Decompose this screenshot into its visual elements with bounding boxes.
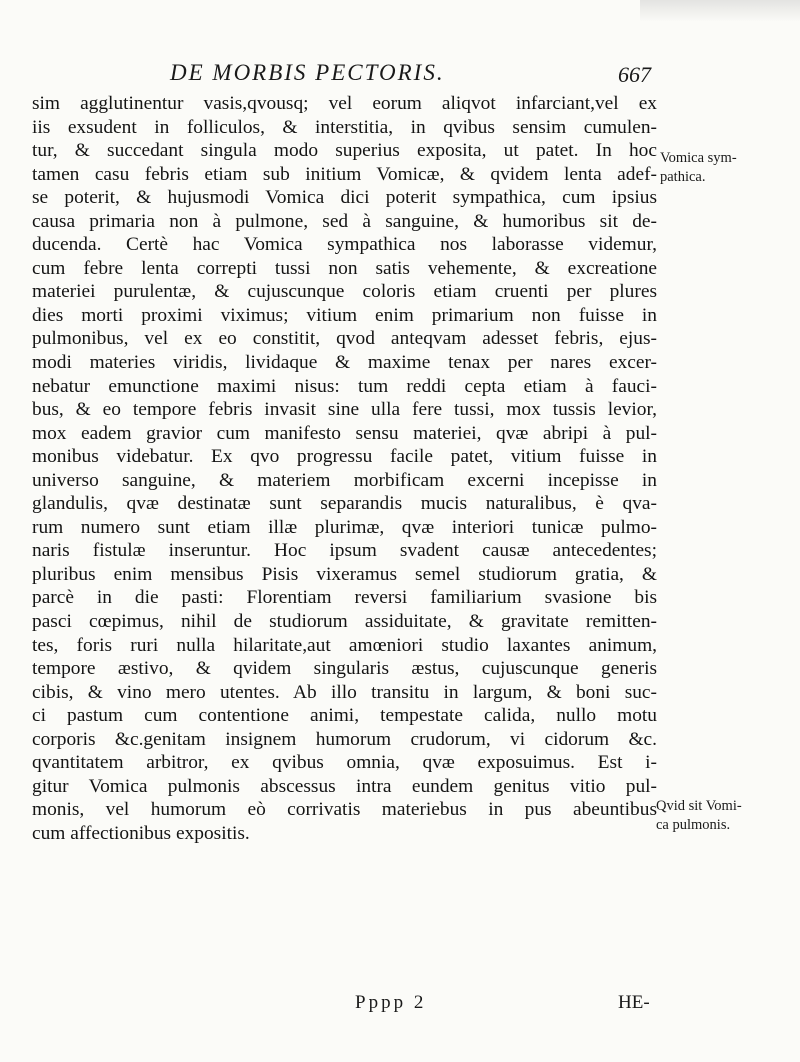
text-line: tempore æstivo, & qvidem singularis æstus, cujuscunque generis xyxy=(32,658,657,680)
marginal-note-line: Vomica sym- xyxy=(660,150,737,166)
marginal-note xyxy=(660,149,795,187)
text-line: monibus videbatur. Ex qvo progressu facile patet, vitium fuisse in xyxy=(32,446,657,468)
page-edge-shadow xyxy=(640,0,800,22)
marginal-note-line: ca pulmonis. xyxy=(656,817,731,833)
text-line: gitur Vomica pulmonis abscessus intra eundem genitus vitio pul- xyxy=(32,775,657,797)
text-line: corporis &c.genitam insignem humorum crudorum, vi cidorum &c. xyxy=(32,728,657,750)
marginal-note xyxy=(656,797,791,835)
text-line: causa primaria non à pulmone, sed à sanguine, & humoribus sit de- xyxy=(32,210,657,232)
running-head: DE MORBIS PECTORIS. xyxy=(170,60,445,85)
text-line: se poterit, & hujusmodi Vomica dici poterit sympathica, cum ipsius xyxy=(32,187,657,209)
page-number: 667 xyxy=(618,62,651,87)
text-line: tes, foris ruri nulla hilaritate,aut amœniori studio laxantes animum, xyxy=(32,634,657,656)
catchword: HE- xyxy=(618,992,650,1013)
text-line: mox eadem gravior cum manifesto sensu materiei, qvæ abripi à pul- xyxy=(32,422,657,444)
text-line: cibis, & vino mero utentes. Ab illo transitu in largum, & boni suc- xyxy=(32,681,657,703)
text-line: pasci cœpimus, nihil de studiorum assiduitate, & gravitate remitten- xyxy=(32,611,657,633)
text-line: pluribus enim mensibus Pisis vixeramus semel studiorum gratia, & xyxy=(32,563,657,585)
text-line: sim agglutinentur vasis,qvousq; vel eorum aliqvot infarciant,vel ex xyxy=(32,93,657,114)
text-line: qvantitatem arbitror, ex qvibus omnia, qvæ exposuimus. Est i- xyxy=(32,752,657,774)
text-line: cum febre lenta correpti tussi non satis vehemente, & excreatione xyxy=(32,257,657,279)
text-line: rum numero sunt etiam illæ plurimæ, qvæ interiori tunicæ pulmo- xyxy=(32,516,657,538)
text-line: cum affectionibus expositis. xyxy=(32,822,250,844)
signature-mark: Pppp 2 xyxy=(355,992,427,1013)
body-text xyxy=(32,92,657,846)
marginal-note-line: Qvid sit Vomi- xyxy=(656,798,742,814)
text-line: universo sanguine, & materiem morbificam excerni incepisse in xyxy=(32,469,657,491)
text-line: naris fistulæ inseruntur. Hoc ipsum svadent causæ antecedentes; xyxy=(32,540,657,562)
text-line: ci pastum cum contentione animi, tempestate calida, nullo motu xyxy=(32,705,657,727)
text-line: glandulis, qvæ destinatæ sunt separandis mucis naturalibus, è qva- xyxy=(32,493,657,515)
text-line: modi materies viridis, lividaque & maxime tenax per nares excer- xyxy=(32,352,657,374)
text-line: dies morti proximi viximus; vitium enim primarium non fuisse in xyxy=(32,304,657,326)
text-line: nebatur emunctione maximi nisus: tum reddi cepta etiam à fauci- xyxy=(32,375,657,397)
text-line: ducenda. Certè hac Vomica sympathica nos laborasse videmur, xyxy=(32,234,657,256)
text-line: bus, & eo tempore febris invasit sine ulla fere tussi, mox tussis levior, xyxy=(32,399,657,421)
text-line: pulmonibus, vel ex eo constitit, qvod anteqvam adesset febris, ejus- xyxy=(32,328,657,350)
text-line: monis, vel humorum eò corrivatis materiebus in pus abeuntibus xyxy=(32,799,657,821)
text-line: materiei purulentæ, & cujuscunque coloris etiam cruenti per plures xyxy=(32,281,657,303)
text-line: tamen casu febris etiam sub initium Vomicæ, & qvidem lenta adef- xyxy=(32,163,657,185)
marginal-note-line: pathica. xyxy=(660,169,706,185)
text-line: iis exsudent in folliculos, & interstitia, in qvibus sensim cumulen- xyxy=(32,116,657,138)
text-line: parcè in die pasti: Florentiam reversi familiarium svasione bis xyxy=(32,587,657,609)
text-line: tur, & succedant singula modo superius exposita, ut patet. In hoc xyxy=(32,140,657,162)
